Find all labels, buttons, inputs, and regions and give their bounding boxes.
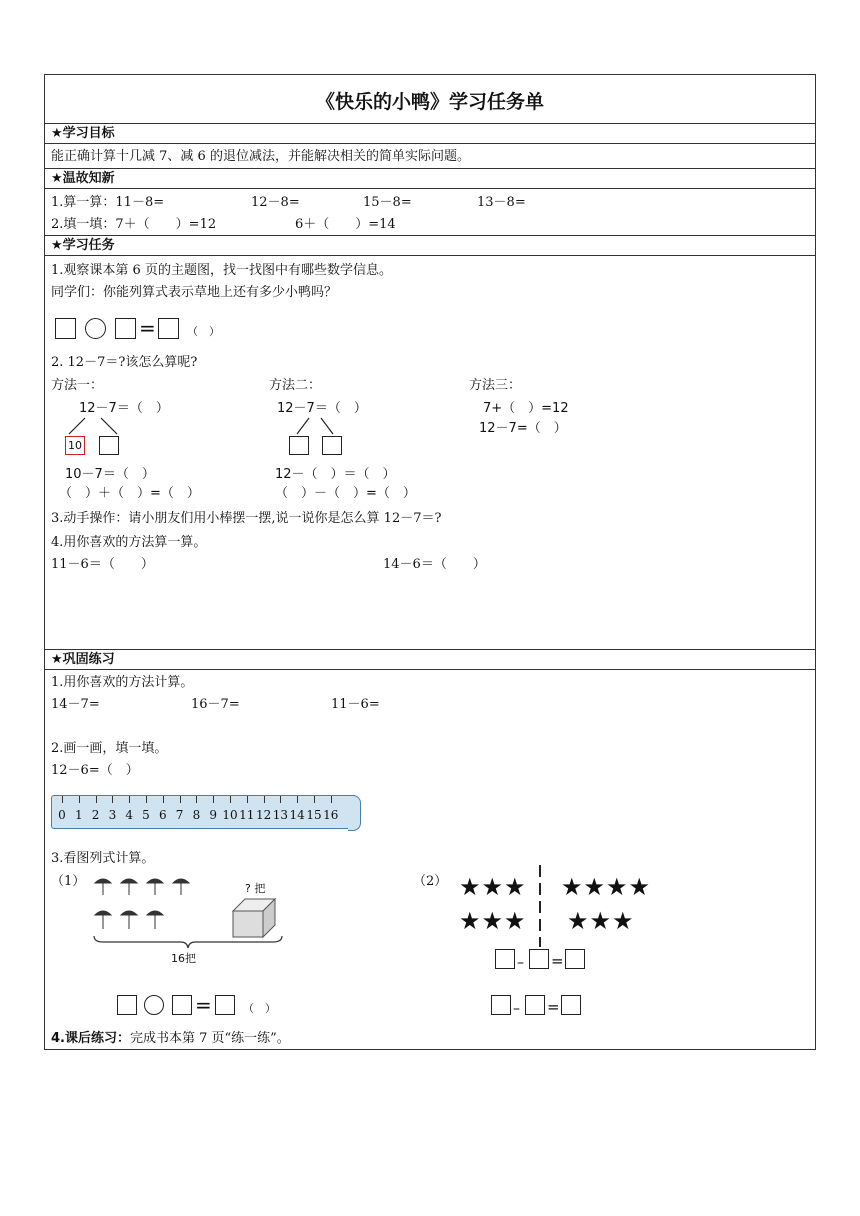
ruler-number: 14 [289,808,305,822]
homework-text: 完成书本第 7 页“练一练”。 [129,1031,290,1046]
answer-box[interactable] [565,949,585,969]
task-1: 1.观察课本第 6 页的主题图，找一找图中有哪些数学信息。 [51,263,392,278]
unit-paren: （ ） [243,1002,276,1015]
method-1-step1: 10－7＝（ ） [65,467,155,482]
ruler-tick [62,796,63,803]
method-3-step1: 7+（ ）=12 [483,401,569,416]
total-brace [93,935,283,949]
umbrella-icon [147,911,163,929]
ruler-tick [96,796,97,803]
answer-box[interactable] [115,318,136,339]
review-item: 6＋（ ）=14 [295,217,396,232]
homework [51,1031,290,1047]
ruler-number: 10 [222,808,238,822]
ruler-number: 11 [239,808,255,822]
umbrella-icon [95,879,111,895]
practice-3-1-label: （1） [51,874,86,889]
ruler-number: 8 [192,808,201,822]
ruler-tick [129,796,130,803]
ruler-tick [180,796,181,803]
ruler-number: 9 [209,808,218,822]
method-1-label: 方法一： [51,378,104,393]
ruler-tick [247,796,248,803]
page-title: 《快乐的小鸭》学习任务单 [315,91,544,113]
ruler-tick [297,796,298,803]
practice-1: 1.用你喜欢的方法计算。 [51,675,194,690]
practice-heading: ★巩固练习 [51,652,115,667]
minus-sign: – [513,1001,520,1017]
task-1-question: 同学们：你能列算式表示草地上还有多少小鸭吗？ [51,285,338,300]
review-item: 1.算一算：11－8= [51,195,165,210]
unit-paren: （ ） [187,325,220,338]
review-item: 12－8= [251,195,300,210]
unknown-count-label: ? 把 [245,882,266,895]
ruler-tick [280,796,281,803]
number-ruler [51,795,355,829]
ruler-number: 4 [125,808,134,822]
task-4-a: 11－6＝（ ） [51,557,154,572]
review-item: 15－8= [363,195,412,210]
task-4-b: 14－6＝（ ） [383,557,486,572]
review-item: 13－8= [477,195,526,210]
answer-box[interactable] [495,949,515,969]
ten-box [65,436,85,455]
rule [45,143,815,144]
answer-box[interactable] [289,436,309,455]
rule [45,188,815,189]
ruler-number: 7 [175,808,184,822]
answer-box[interactable] [561,995,581,1015]
ruler-tick [79,796,80,803]
practice-1-item: 14－7= [51,697,100,712]
rule [45,649,815,650]
ruler-number: 2 [91,808,100,822]
ruler-tick [230,796,231,803]
ruler-tick [112,796,113,803]
ruler-tick [314,796,315,803]
ruler-number: 16 [323,808,339,822]
minus-sign: – [517,955,524,971]
answer-box[interactable] [529,949,549,969]
practice-3: 3.看图列式计算。 [51,851,155,866]
practice-3-2-label: （2） [413,874,448,889]
method-2-step1: 12－（ ）＝（ ） [275,467,396,482]
ruler-number: 12 [255,808,272,822]
method-2-label: 方法二： [269,378,322,393]
rule [45,235,815,236]
split-lines [285,417,355,437]
method-2-step2: （ ）－（ ）=（ ） [275,486,416,501]
method-1-step2: （ ）＋（ ）=（ ） [59,486,200,501]
stars-group: ★★★ [459,907,527,935]
method-3-label: 方法三： [469,378,522,393]
rule [45,255,815,256]
rule [45,123,815,124]
practice-2-expr: 12－6=（ ） [51,763,139,778]
total-label: 16把 [171,952,196,965]
practice-1-item: 11－6= [331,697,380,712]
task-3: 3.动手操作：请小朋友们用小棒摆一摆,说一说你是怎么算 12－7＝? [51,511,442,526]
goals-text: 能正确计算十几减 7、减 6 的退位减法，并能解决相关的简单实际问题。 [51,149,470,164]
box-icon [231,897,277,939]
ruler-tick [196,796,197,803]
split-lines [61,417,131,437]
umbrella-icon [147,879,163,895]
ruler-tick [163,796,164,803]
tasks-heading: ★学习任务 [51,238,115,253]
umbrella-icon [173,879,189,895]
stars-group: ★★★ [567,907,635,935]
review-item: 2.填一填：7＋（ ）=12 [51,217,217,232]
stars-group: ★★★ [459,873,527,901]
task-4: 4.用你喜欢的方法算一算。 [51,535,207,550]
ruler-number: 0 [58,808,66,822]
review-heading: ★温故知新 [51,171,115,186]
answer-box[interactable] [525,995,545,1015]
ruler-ticks [52,796,355,828]
worksheet [44,74,816,1050]
ruler-tick [213,796,214,803]
practice-2: 2.画一画，填一填。 [51,741,168,756]
umbrella-icon [121,911,137,929]
ten-value: 10 [68,439,82,452]
equals-sign: = [139,316,156,340]
ruler-number: 15 [306,808,322,822]
ruler-number: 3 [108,808,117,822]
dashed-divider [537,865,543,947]
homework-label: 4.课后练习： [51,1031,130,1046]
rule [45,168,815,169]
equals-sign: = [551,952,564,970]
ruler-number: 5 [142,808,150,822]
ruler-number: 6 [158,808,167,822]
answer-box[interactable] [322,436,342,455]
goals-heading: ★学习目标 [51,126,115,141]
ruler-tick [264,796,265,803]
answer-box[interactable] [158,318,179,339]
answer-box[interactable] [99,436,119,455]
answer-box[interactable] [172,995,192,1015]
task-2: 2. 12－7＝?该怎么算呢? [51,355,198,370]
answer-box[interactable] [491,995,511,1015]
practice-1-item: 16－7= [191,697,240,712]
method-3-step2: 12－7=（ ） [479,421,567,436]
rule [45,669,815,670]
operator-circle[interactable] [144,995,164,1015]
answer-box[interactable] [55,318,76,339]
operator-circle[interactable] [85,318,106,339]
method-1-expr: 12－7＝（ ） [79,401,169,416]
equals-sign: = [195,993,212,1017]
answer-box[interactable] [117,995,137,1015]
ruler-number: 13 [272,808,289,822]
stars-group: ★★★★ [561,873,652,901]
answer-box[interactable] [215,995,235,1015]
ruler-number: 1 [74,808,83,822]
method-2-expr: 12－7＝（ ） [277,401,367,416]
umbrella-icon [95,911,111,929]
ruler-tick [331,796,332,803]
ruler-tick [146,796,147,803]
equals-sign: = [547,998,560,1016]
umbrella-icon [121,879,137,895]
